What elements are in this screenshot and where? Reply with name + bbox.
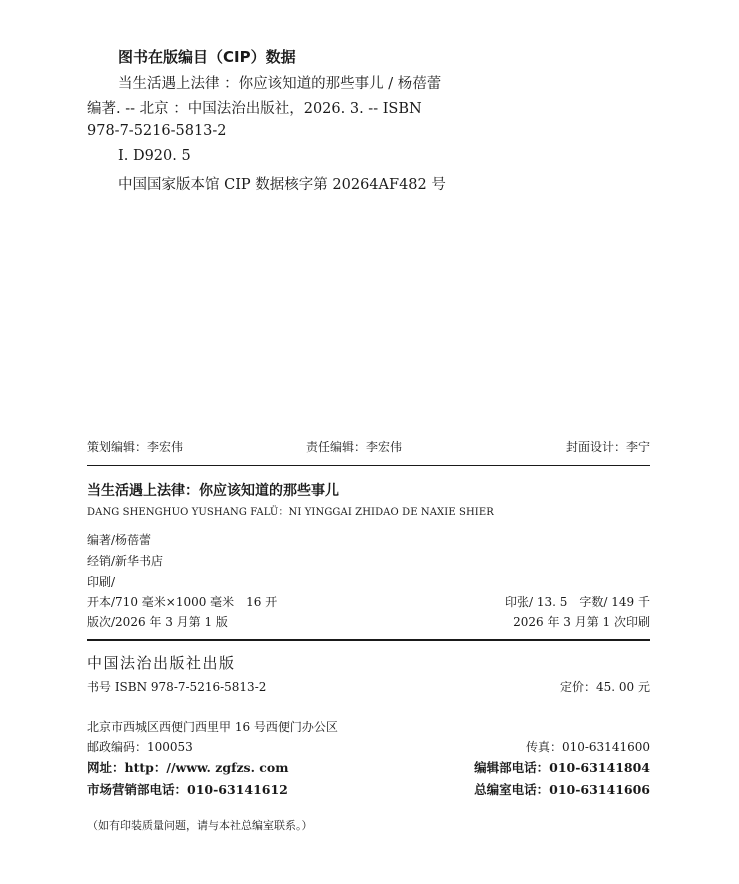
cip-line-2: 编著. -- 北京 ：中国法治出版社，2026. 3. -- ISBN — [87, 101, 422, 117]
edition: 版次/2026 年 3 月第 1 版 — [87, 615, 228, 629]
quality-note: （如有印装质量问题，请与本社总编室联系。） — [87, 819, 313, 832]
cip-line-5: 中国国家版本馆 CIP 数据核字第 20264AF482 号 — [118, 177, 446, 193]
printer: 印刷/ — [87, 575, 116, 589]
printing: 2026 年 3 月第 1 次印刷 — [513, 615, 650, 629]
publisher-name: 中国法治出版社出版 — [87, 654, 236, 672]
fax: 传真：010-63141600 — [525, 740, 650, 754]
divider-top — [87, 465, 650, 466]
book-title-pinyin: DANG SHENGHUO YUSHANG FALÜ：NI YINGGAI ZHIDAO DE NAXIE SHIER — [87, 507, 494, 518]
cip-heading: 图书在版编目（CIP）数据 — [118, 48, 296, 66]
price: 定价：45. 00 元 — [560, 680, 650, 694]
distributor: 经销/新华书店 — [87, 554, 164, 568]
sheets-and-words: 印张/ 13. 5 字数/ 149 千 — [505, 595, 650, 609]
chief-editor-phone: 总编室电话：010-63141606 — [474, 782, 650, 797]
author: 编著/杨蓓蕾 — [87, 533, 152, 547]
planning-editor: 策划编辑：李宏伟 — [87, 440, 184, 454]
book-format: 开本/710 毫米×1000 毫米 16 开 — [87, 595, 278, 609]
isbn: 书号 ISBN 978-7-5216-5813-2 — [87, 680, 267, 694]
cip-line-1: 当生活遇上法律 ：你应该知道的那些事儿 / 杨蓓蕾 — [118, 76, 442, 92]
cover-designer: 封面设计：李宁 — [565, 440, 650, 454]
address: 北京市西城区西便门西里甲 16 号西便门办公区 — [87, 720, 338, 734]
divider-bottom — [87, 639, 650, 641]
cip-line-4: Ⅰ. D920. 5 — [118, 148, 191, 164]
responsible-editor: 责任编辑：李宏伟 — [306, 440, 403, 454]
book-title: 当生活遇上法律：你应该知道的那些事儿 — [87, 483, 339, 499]
postcode: 邮政编码：100053 — [87, 740, 193, 754]
editorial-phone: 编辑部电话：010-63141804 — [474, 760, 650, 775]
marketing-phone: 市场营销部电话：010-63141612 — [87, 782, 288, 797]
website: 网址：http：//www. zgfzs. com — [87, 760, 289, 775]
cip-line-3: 978-7-5216-5813-2 — [87, 123, 227, 139]
